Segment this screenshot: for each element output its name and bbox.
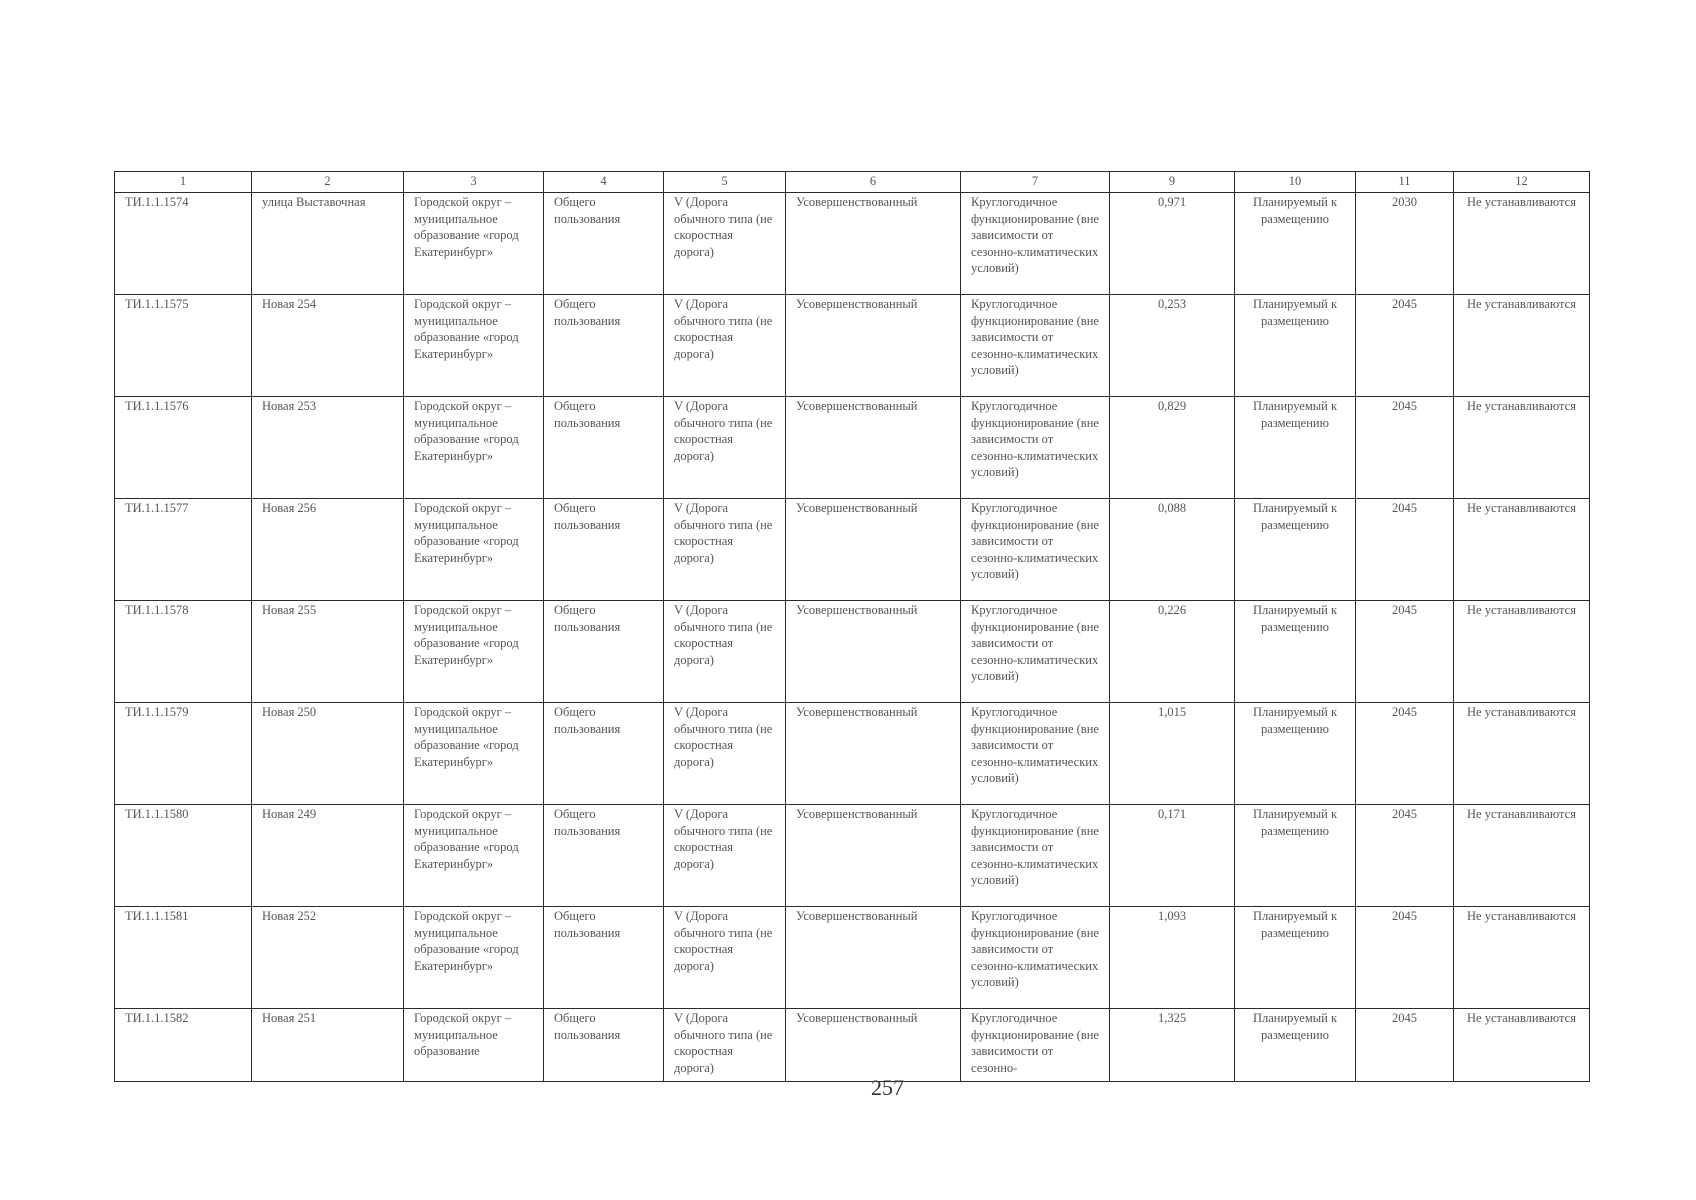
- cell-length: [1110, 397, 1235, 499]
- cell-name: [252, 907, 404, 1009]
- cell-usage: [544, 703, 664, 805]
- cell-id: [115, 601, 252, 703]
- cell-year-text: 2045: [1392, 705, 1417, 719]
- cell-surface: [786, 295, 961, 397]
- cell-municipality: [404, 907, 544, 1009]
- cell-category: [664, 805, 786, 907]
- cell-year: [1356, 295, 1454, 397]
- cell-id-text: ТИ.1.1.1576: [125, 399, 189, 413]
- cell-restrictions-text: Не устанавливаются: [1467, 705, 1576, 719]
- cell-surface: [786, 907, 961, 1009]
- cell-status-text: Планируемый к размещению: [1252, 195, 1338, 226]
- cell-municipality: [404, 397, 544, 499]
- cell-operation-text: Круглогодичное функционирование (вне зависимости от сезонно-климатических условий): [971, 399, 1099, 479]
- cell-name-text: Новая 255: [262, 603, 317, 617]
- cell-usage: [544, 193, 664, 295]
- cell-operation-text: Круглогодичное функционирование (вне зависимости от сезонно-: [971, 1011, 1099, 1075]
- cell-usage: [544, 1009, 664, 1082]
- cell-category-text: V (Дорога обычного типа (не скоростная дорога): [674, 603, 773, 667]
- cell-usage-text: Общего пользования: [554, 195, 621, 226]
- cell-usage: [544, 397, 664, 499]
- cell-restrictions-text: Не устанавливаются: [1467, 399, 1576, 413]
- cell-surface: [786, 703, 961, 805]
- cell-surface-text: Усовершенствованный: [796, 1011, 918, 1025]
- cell-length-text: 0,253: [1157, 297, 1187, 311]
- cell-id: [115, 397, 252, 499]
- road-registry-table: [114, 171, 1590, 1082]
- column-header: 2: [252, 172, 404, 193]
- cell-operation: [961, 1009, 1110, 1082]
- cell-length: [1110, 1009, 1235, 1082]
- cell-year-text: 2045: [1392, 399, 1417, 413]
- cell-usage-text: Общего пользования: [554, 705, 621, 736]
- cell-restrictions-text: Не устанавливаются: [1467, 1011, 1576, 1025]
- cell-category-text: V (Дорога обычного типа (не скоростная дорога): [674, 399, 773, 463]
- cell-id-text: ТИ.1.1.1574: [125, 195, 189, 209]
- cell-year-text: 2045: [1392, 603, 1417, 617]
- table-row: [115, 193, 1590, 295]
- cell-surface-text: Усовершенствованный: [796, 297, 918, 311]
- cell-municipality: [404, 193, 544, 295]
- cell-usage-text: Общего пользования: [554, 297, 621, 328]
- cell-length-text: 0,088: [1157, 501, 1187, 515]
- cell-name: [252, 1009, 404, 1082]
- cell-surface: [786, 601, 961, 703]
- cell-year-text: 2045: [1392, 297, 1417, 311]
- cell-usage-text: Общего пользования: [554, 909, 621, 940]
- cell-municipality-text: Городской округ – муниципальное образование «город Екатеринбург»: [414, 603, 519, 667]
- cell-category: [664, 703, 786, 805]
- cell-year: [1356, 601, 1454, 703]
- cell-operation-text: Круглогодичное функционирование (вне зависимости от сезонно-климатических условий): [971, 909, 1099, 989]
- cell-operation: [961, 907, 1110, 1009]
- cell-restrictions: [1454, 601, 1590, 703]
- cell-id-text: ТИ.1.1.1579: [125, 705, 189, 719]
- cell-operation-text: Круглогодичное функционирование (вне зависимости от сезонно-климатических условий): [971, 705, 1099, 785]
- cell-usage: [544, 499, 664, 601]
- column-header: 5: [664, 172, 786, 193]
- cell-category-text: V (Дорога обычного типа (не скоростная дорога): [674, 909, 773, 973]
- cell-year: [1356, 703, 1454, 805]
- cell-operation: [961, 295, 1110, 397]
- cell-category-text: V (Дорога обычного типа (не скоростная дорога): [674, 195, 773, 259]
- cell-status: [1235, 295, 1356, 397]
- table-row: [115, 601, 1590, 703]
- cell-category: [664, 193, 786, 295]
- cell-municipality-text: Городской округ – муниципальное образование «город Екатеринбург»: [414, 399, 519, 463]
- table-row: [115, 907, 1590, 1009]
- cell-category-text: V (Дорога обычного типа (не скоростная дорога): [674, 807, 773, 871]
- cell-municipality-text: Городской округ – муниципальное образование «город Екатеринбург»: [414, 195, 519, 259]
- cell-operation: [961, 703, 1110, 805]
- cell-id-text: ТИ.1.1.1578: [125, 603, 189, 617]
- cell-name-text: Новая 250: [262, 705, 317, 719]
- cell-municipality-text: Городской округ – муниципальное образование: [414, 1011, 512, 1058]
- cell-name-text: Новая 251: [262, 1011, 317, 1025]
- cell-restrictions-text: Не устанавливаются: [1467, 501, 1576, 515]
- cell-status-text: Планируемый к размещению: [1252, 603, 1338, 634]
- cell-name: [252, 601, 404, 703]
- cell-surface-text: Усовершенствованный: [796, 603, 918, 617]
- cell-name-text: Новая 252: [262, 909, 317, 923]
- cell-year-text: 2045: [1392, 1011, 1417, 1025]
- cell-length-text: 0,829: [1157, 399, 1187, 413]
- column-header: 11: [1356, 172, 1454, 193]
- cell-status-text: Планируемый к размещению: [1252, 705, 1338, 736]
- cell-length: [1110, 601, 1235, 703]
- cell-year: [1356, 499, 1454, 601]
- cell-year: [1356, 1009, 1454, 1082]
- table-body: [115, 193, 1590, 1082]
- cell-length-text: 1,015: [1157, 705, 1187, 719]
- cell-status-text: Планируемый к размещению: [1252, 909, 1338, 940]
- column-header: 12: [1454, 172, 1590, 193]
- column-header: 9: [1110, 172, 1235, 193]
- table-header: [115, 172, 1590, 193]
- cell-name-text: Новая 253: [262, 399, 317, 413]
- cell-restrictions-text: Не устанавливаются: [1467, 807, 1576, 821]
- cell-name-text: Новая 254: [262, 297, 317, 311]
- cell-year: [1356, 193, 1454, 295]
- cell-status-text: Планируемый к размещению: [1252, 297, 1338, 328]
- cell-length: [1110, 193, 1235, 295]
- cell-operation: [961, 397, 1110, 499]
- table-row: [115, 805, 1590, 907]
- cell-year: [1356, 397, 1454, 499]
- table-row: [115, 1009, 1590, 1082]
- cell-length-text: 0,171: [1157, 807, 1187, 821]
- cell-id: [115, 499, 252, 601]
- cell-operation-text: Круглогодичное функционирование (вне зависимости от сезонно-климатических условий): [971, 603, 1099, 683]
- cell-restrictions: [1454, 499, 1590, 601]
- cell-name-text: Новая 249: [262, 807, 317, 821]
- cell-category: [664, 295, 786, 397]
- cell-category: [664, 397, 786, 499]
- cell-category: [664, 907, 786, 1009]
- cell-restrictions: [1454, 1009, 1590, 1082]
- table-row: [115, 703, 1590, 805]
- cell-id: [115, 295, 252, 397]
- cell-length-text: 0,971: [1157, 195, 1187, 209]
- cell-municipality-text: Городской округ – муниципальное образование «город Екатеринбург»: [414, 705, 519, 769]
- cell-municipality: [404, 805, 544, 907]
- cell-id-text: ТИ.1.1.1580: [125, 807, 189, 821]
- column-header: 4: [544, 172, 664, 193]
- cell-length: [1110, 907, 1235, 1009]
- cell-restrictions-text: Не устанавливаются: [1467, 297, 1576, 311]
- column-header: 1: [115, 172, 252, 193]
- cell-status: [1235, 601, 1356, 703]
- cell-length: [1110, 805, 1235, 907]
- cell-operation-text: Круглогодичное функционирование (вне зависимости от сезонно-климатических условий): [971, 297, 1099, 377]
- cell-usage: [544, 601, 664, 703]
- cell-status: [1235, 703, 1356, 805]
- cell-year-text: 2045: [1392, 501, 1417, 515]
- cell-operation-text: Круглогодичное функционирование (вне зависимости от сезонно-климатических условий): [971, 501, 1099, 581]
- cell-operation: [961, 499, 1110, 601]
- cell-municipality: [404, 295, 544, 397]
- cell-length-text: 1,325: [1157, 1011, 1187, 1025]
- cell-municipality: [404, 601, 544, 703]
- cell-id-text: ТИ.1.1.1582: [125, 1011, 189, 1025]
- cell-restrictions-text: Не устанавливаются: [1467, 909, 1576, 923]
- cell-surface-text: Усовершенствованный: [796, 909, 918, 923]
- cell-name-text: Новая 256: [262, 501, 317, 515]
- cell-surface-text: Усовершенствованный: [796, 705, 918, 719]
- cell-usage-text: Общего пользования: [554, 603, 621, 634]
- cell-usage: [544, 805, 664, 907]
- column-header: 6: [786, 172, 961, 193]
- cell-surface: [786, 193, 961, 295]
- cell-status: [1235, 1009, 1356, 1082]
- cell-name: [252, 193, 404, 295]
- table-row: [115, 499, 1590, 601]
- cell-length: [1110, 703, 1235, 805]
- cell-usage-text: Общего пользования: [554, 807, 621, 838]
- cell-usage-text: Общего пользования: [554, 501, 621, 532]
- cell-surface: [786, 499, 961, 601]
- cell-surface: [786, 1009, 961, 1082]
- cell-restrictions: [1454, 397, 1590, 499]
- cell-length: [1110, 499, 1235, 601]
- cell-id: [115, 1009, 252, 1082]
- cell-municipality-text: Городской округ – муниципальное образование «город Екатеринбург»: [414, 297, 519, 361]
- cell-municipality: [404, 499, 544, 601]
- cell-municipality-text: Городской округ – муниципальное образование «город Екатеринбург»: [414, 807, 519, 871]
- header-row: [115, 172, 1590, 193]
- cell-usage-text: Общего пользования: [554, 399, 621, 430]
- cell-id-text: ТИ.1.1.1575: [125, 297, 189, 311]
- cell-surface-text: Усовершенствованный: [796, 807, 918, 821]
- cell-usage: [544, 907, 664, 1009]
- cell-year-text: 2045: [1392, 909, 1417, 923]
- cell-length-text: 1,093: [1157, 909, 1187, 923]
- cell-status-text: Планируемый к размещению: [1252, 1011, 1338, 1042]
- cell-restrictions-text: Не устанавливаются: [1467, 603, 1576, 617]
- cell-year: [1356, 907, 1454, 1009]
- cell-status: [1235, 397, 1356, 499]
- page-number: 257: [871, 1075, 904, 1100]
- cell-name: [252, 703, 404, 805]
- cell-surface-text: Усовершенствованный: [796, 399, 918, 413]
- cell-restrictions: [1454, 907, 1590, 1009]
- cell-status-text: Планируемый к размещению: [1252, 501, 1338, 532]
- cell-category-text: V (Дорога обычного типа (не скоростная дорога): [674, 297, 773, 361]
- cell-restrictions: [1454, 295, 1590, 397]
- column-header: 3: [404, 172, 544, 193]
- cell-category: [664, 1009, 786, 1082]
- cell-status: [1235, 193, 1356, 295]
- cell-restrictions: [1454, 703, 1590, 805]
- cell-operation-text: Круглогодичное функционирование (вне зависимости от сезонно-климатических условий): [971, 195, 1099, 275]
- cell-year-text: 2045: [1392, 807, 1417, 821]
- cell-name-text: улица Выставочная: [262, 195, 366, 209]
- cell-id: [115, 805, 252, 907]
- cell-operation: [961, 601, 1110, 703]
- cell-surface: [786, 397, 961, 499]
- cell-municipality: [404, 1009, 544, 1082]
- cell-name: [252, 499, 404, 601]
- cell-status-text: Планируемый к размещению: [1252, 807, 1338, 838]
- cell-id: [115, 193, 252, 295]
- cell-category: [664, 499, 786, 601]
- cell-status-text: Планируемый к размещению: [1252, 399, 1338, 430]
- cell-status: [1235, 907, 1356, 1009]
- cell-category-text: V (Дорога обычного типа (не скоростная дорога): [674, 1011, 773, 1075]
- cell-id: [115, 703, 252, 805]
- cell-restrictions: [1454, 805, 1590, 907]
- cell-operation-text: Круглогодичное функционирование (вне зависимости от сезонно-климатических условий): [971, 807, 1099, 887]
- cell-operation: [961, 193, 1110, 295]
- cell-municipality-text: Городской округ – муниципальное образование «город Екатеринбург»: [414, 501, 519, 565]
- cell-year-text: 2030: [1392, 195, 1417, 209]
- column-header: 7: [961, 172, 1110, 193]
- cell-category: [664, 601, 786, 703]
- cell-surface-text: Усовершенствованный: [796, 501, 918, 515]
- cell-name: [252, 295, 404, 397]
- column-header: 10: [1235, 172, 1356, 193]
- cell-id-text: ТИ.1.1.1581: [125, 909, 189, 923]
- cell-restrictions: [1454, 193, 1590, 295]
- cell-id: [115, 907, 252, 1009]
- table-row: [115, 295, 1590, 397]
- cell-length: [1110, 295, 1235, 397]
- cell-usage-text: Общего пользования: [554, 1011, 621, 1042]
- cell-length-text: 0,226: [1157, 603, 1187, 617]
- cell-usage: [544, 295, 664, 397]
- cell-surface-text: Усовершенствованный: [796, 195, 918, 209]
- cell-restrictions-text: Не устанавливаются: [1467, 195, 1576, 209]
- cell-name: [252, 397, 404, 499]
- cell-operation: [961, 805, 1110, 907]
- cell-name: [252, 805, 404, 907]
- cell-municipality: [404, 703, 544, 805]
- table-row: [115, 397, 1590, 499]
- cell-status: [1235, 805, 1356, 907]
- cell-status: [1235, 499, 1356, 601]
- cell-category-text: V (Дорога обычного типа (не скоростная дорога): [674, 705, 773, 769]
- cell-category-text: V (Дорога обычного типа (не скоростная дорога): [674, 501, 773, 565]
- cell-id-text: ТИ.1.1.1577: [125, 501, 189, 515]
- cell-surface: [786, 805, 961, 907]
- cell-municipality-text: Городской округ – муниципальное образование «город Екатеринбург»: [414, 909, 519, 973]
- cell-year: [1356, 805, 1454, 907]
